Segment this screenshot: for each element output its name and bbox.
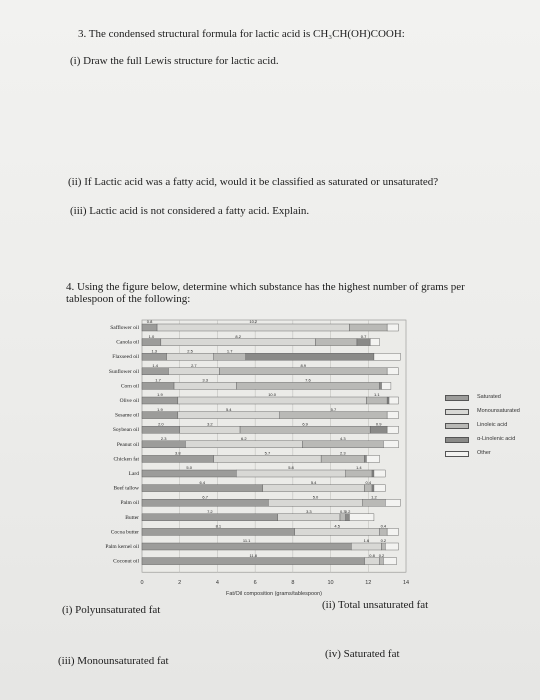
bar-value-label: 6.4 bbox=[199, 479, 206, 485]
bar-value-label: 7.6 bbox=[305, 377, 311, 383]
bar-segment bbox=[280, 412, 387, 419]
bar-segment bbox=[381, 543, 385, 550]
bar-segment bbox=[142, 339, 161, 346]
bar-segment bbox=[374, 470, 385, 477]
bar-segment bbox=[142, 528, 295, 535]
bar-segment bbox=[387, 426, 398, 433]
bar-value-label: 4.3 bbox=[340, 436, 346, 441]
bar-segment bbox=[372, 470, 374, 477]
bar-segment bbox=[380, 528, 388, 535]
bar-value-label: 6.2 bbox=[241, 436, 247, 441]
bar-segment bbox=[240, 426, 370, 433]
legend-item bbox=[445, 406, 540, 420]
bar-segment bbox=[180, 426, 240, 433]
bar-segment bbox=[268, 499, 362, 506]
bar-value-label: 10.2 bbox=[249, 319, 258, 325]
legend-swatch bbox=[445, 395, 469, 401]
bar-segment bbox=[178, 397, 367, 404]
bar-value-label: 1.9 bbox=[157, 392, 163, 398]
bar-value-label: 8.1 bbox=[215, 523, 222, 529]
category-label: Olive oil bbox=[119, 398, 139, 404]
bar-segment bbox=[142, 499, 268, 506]
bar-segment bbox=[351, 543, 381, 550]
bar-segment bbox=[349, 324, 387, 331]
bar-value-label: 1.4 bbox=[356, 465, 362, 471]
bar-segment bbox=[142, 412, 178, 419]
bar-segment bbox=[381, 382, 390, 389]
x-tick-label: 2 bbox=[178, 580, 182, 587]
bar-segment bbox=[185, 441, 302, 448]
category-label: Soybean oil bbox=[112, 427, 139, 434]
category-label: Flaxseed oil bbox=[112, 354, 139, 361]
bar-value-label: 6.7 bbox=[202, 494, 208, 500]
x-tick-label: 6 bbox=[253, 580, 257, 587]
bar-value-label: 10.0 bbox=[268, 392, 277, 398]
category-label: Cocoa butter bbox=[110, 529, 139, 536]
bar-value-label: 6.9 bbox=[302, 421, 308, 427]
bar-value-label: 2.7 bbox=[191, 363, 197, 368]
question-3-part-ii: (ii) If Lactic acid was a fatty acid, would it be classified as saturated or unsaturated? bbox=[68, 176, 439, 188]
bar-segment bbox=[363, 499, 386, 506]
bar-value-label: 1.9 bbox=[157, 406, 163, 412]
bar-segment bbox=[380, 382, 382, 389]
legend-label: Linoleic acid bbox=[477, 422, 508, 428]
bar-segment bbox=[372, 485, 374, 492]
bar-value-label: 5.8 bbox=[288, 465, 294, 471]
bar-segment bbox=[142, 514, 278, 521]
category-label: Beef tallow bbox=[113, 485, 139, 492]
legend-swatch bbox=[445, 423, 469, 429]
question-3-title: 3. The condensed structural formula for lactic acid is CH₃CH(OH)COOH: bbox=[78, 28, 405, 40]
bar-segment bbox=[383, 441, 398, 448]
x-tick-label: 8 bbox=[291, 580, 295, 587]
bar-segment bbox=[219, 368, 387, 375]
bar-value-label: 2.3 bbox=[160, 436, 167, 441]
bar-value-label: 3.8 bbox=[175, 450, 181, 456]
bar-value-label: 5.0 bbox=[312, 494, 319, 500]
bar-value-label: 0.2 bbox=[380, 538, 387, 544]
bar-segment bbox=[366, 397, 387, 404]
bar-segment bbox=[157, 324, 349, 331]
x-tick-label: 0 bbox=[140, 580, 144, 587]
bar-segment bbox=[346, 470, 372, 477]
bar-value-label: 1.7 bbox=[155, 377, 161, 383]
bar-segment bbox=[142, 353, 167, 360]
bar-value-label: 2.3 bbox=[340, 450, 346, 456]
bar-segment bbox=[214, 353, 246, 360]
bar-value-label: 11.8 bbox=[249, 552, 258, 558]
bar-segment bbox=[142, 455, 214, 462]
bar-value-label: 4.5 bbox=[334, 523, 340, 529]
bar-segment bbox=[263, 485, 365, 492]
bar-segment bbox=[387, 368, 398, 375]
bar-segment bbox=[142, 397, 178, 404]
category-label: Safflower oil bbox=[110, 325, 139, 331]
bar-segment bbox=[167, 353, 214, 360]
bar-segment bbox=[387, 324, 398, 331]
answer-prompt-polyunsaturated: (i) Polyunsaturated fat bbox=[62, 604, 161, 616]
category-label: Palm oil bbox=[120, 500, 139, 507]
legend-item bbox=[445, 448, 540, 462]
bar-value-label: 2.5 bbox=[187, 348, 193, 354]
category-label: Butter bbox=[125, 514, 139, 521]
bar-value-label: 1.6 bbox=[363, 538, 370, 544]
bar-value-label: 0.4 bbox=[365, 479, 372, 485]
bar-segment bbox=[374, 485, 385, 492]
bar-segment bbox=[315, 339, 356, 346]
bar-value-label: 0.8 bbox=[146, 319, 153, 325]
bar-segment bbox=[142, 485, 263, 492]
chart-legend bbox=[445, 392, 540, 462]
answer-prompt-total-unsaturated: (ii) Total unsaturated fat bbox=[322, 599, 429, 611]
bar-segment bbox=[370, 426, 387, 433]
bar-value-label: 5.4 bbox=[310, 479, 317, 485]
bar-value-label: 1.2 bbox=[371, 494, 377, 500]
bar-value-label: 3.3 bbox=[202, 377, 208, 383]
bar-value-label: 8.9 bbox=[300, 363, 307, 368]
bar-segment bbox=[142, 470, 236, 477]
category-label: Coconut oil bbox=[113, 558, 139, 565]
fat-composition-chart bbox=[60, 312, 540, 597]
bar-segment bbox=[357, 339, 370, 346]
bar-value-label: 7.2 bbox=[207, 509, 213, 514]
bar-segment bbox=[214, 455, 321, 462]
x-tick-label: 4 bbox=[215, 580, 219, 587]
bar-segment bbox=[385, 499, 400, 506]
category-label: Lard bbox=[128, 471, 139, 477]
question-4-prompt-line-2: tablespoon of the following: bbox=[66, 293, 191, 305]
category-label: Sunflower oil bbox=[108, 368, 139, 375]
bar-segment bbox=[389, 397, 398, 404]
legend-label: Saturated bbox=[477, 394, 501, 400]
question-3-part-iii: (iii) Lactic acid is not considered a fatty acid. Explain. bbox=[70, 205, 310, 217]
legend-item bbox=[445, 420, 540, 434]
bar-value-label: 5.7 bbox=[264, 450, 271, 456]
x-tick-label: 10 bbox=[327, 580, 334, 587]
x-axis-label: Fat/Oil composition (grams/tablespoon) bbox=[226, 591, 322, 597]
bar-segment bbox=[340, 514, 346, 521]
bar-value-label: 0.2 bbox=[344, 509, 351, 514]
bar-segment bbox=[168, 368, 219, 375]
category-label: Peanut oil bbox=[116, 441, 139, 448]
bar-segment bbox=[366, 455, 379, 462]
bar-segment bbox=[387, 397, 389, 404]
bar-segment bbox=[383, 558, 396, 565]
bar-value-label: 11.1 bbox=[242, 538, 251, 544]
bar-value-label: 0.2 bbox=[378, 552, 385, 558]
legend-item bbox=[445, 434, 540, 448]
category-label: Canola oil bbox=[116, 339, 139, 346]
bar-segment bbox=[236, 382, 379, 389]
legend-label: Other bbox=[477, 450, 491, 456]
bar-segment bbox=[246, 353, 374, 360]
bar-value-label: 3.2 bbox=[207, 421, 213, 427]
bar-segment bbox=[142, 426, 180, 433]
bar-segment bbox=[374, 353, 400, 360]
bar-value-label: 1.7 bbox=[226, 348, 233, 354]
bar-value-label: 0.4 bbox=[380, 523, 387, 529]
bar-value-label: 8.2 bbox=[235, 333, 241, 339]
bar-segment bbox=[295, 528, 380, 535]
bar-segment bbox=[321, 455, 364, 462]
bar-segment bbox=[387, 528, 398, 535]
bar-segment bbox=[349, 514, 374, 521]
bar-value-label: 5.7 bbox=[330, 406, 337, 412]
x-tick-label: 12 bbox=[365, 580, 372, 587]
bar-value-label: 1.4 bbox=[152, 363, 158, 368]
bar-segment bbox=[385, 543, 398, 550]
category-label: Palm kernel oil bbox=[105, 544, 139, 550]
bar-segment bbox=[142, 543, 351, 550]
legend-swatch bbox=[445, 409, 469, 415]
bar-value-label: 0.9 bbox=[375, 421, 382, 427]
bar-segment bbox=[174, 382, 236, 389]
bar-segment bbox=[142, 324, 157, 331]
bar-value-label: 1.0 bbox=[148, 333, 155, 339]
bar-segment bbox=[346, 514, 350, 521]
bar-segment bbox=[236, 470, 345, 477]
bar-value-label: 0.3 bbox=[340, 509, 346, 514]
bar-segment bbox=[365, 558, 380, 565]
bar-segment bbox=[278, 514, 340, 521]
bar-value-label: 3.3 bbox=[306, 509, 312, 514]
bar-segment bbox=[142, 441, 185, 448]
category-label: Corn oil bbox=[120, 383, 139, 390]
legend-swatch bbox=[445, 437, 469, 443]
bar-segment bbox=[302, 441, 383, 448]
answer-prompt-saturated: (iv) Saturated fat bbox=[325, 648, 400, 660]
category-label: Sesame oil bbox=[115, 412, 139, 419]
bar-value-label: 5.0 bbox=[186, 465, 192, 471]
question-3-part-i: (i) Draw the full Lewis structure for lactic acid. bbox=[70, 55, 279, 67]
category-label: Chicken fat bbox=[113, 456, 139, 463]
legend-swatch bbox=[445, 451, 469, 457]
bar-value-label: 0.8 bbox=[369, 552, 375, 558]
bar-segment bbox=[370, 339, 379, 346]
legend-label: Monounsaturated bbox=[477, 408, 520, 414]
bar-segment bbox=[142, 382, 174, 389]
bar-value-label: 2.0 bbox=[158, 421, 164, 427]
bar-value-label: 1.1 bbox=[373, 392, 380, 398]
bar-value-label: 1.3 bbox=[151, 348, 158, 354]
bar-value-label: 5.4 bbox=[225, 406, 232, 412]
bar-value-label: 0.7 bbox=[360, 333, 367, 339]
bar-segment bbox=[365, 455, 367, 462]
bar-segment bbox=[380, 558, 384, 565]
bar-segment bbox=[142, 368, 168, 375]
bar-segment bbox=[161, 339, 316, 346]
legend-item bbox=[445, 392, 540, 406]
bar-segment bbox=[142, 558, 365, 565]
answer-prompt-monounsaturated: (iii) Monounsaturated fat bbox=[58, 655, 169, 667]
question-4-prompt-line-1: 4. Using the figure below, determine which substance has the highest number of grams per bbox=[66, 281, 465, 293]
legend-label: α-Linolenic acid bbox=[477, 436, 516, 442]
bar-segment bbox=[365, 485, 373, 492]
bar-segment bbox=[387, 412, 398, 419]
bar-segment bbox=[178, 412, 280, 419]
chart-plot bbox=[60, 312, 440, 597]
x-tick-label: 14 bbox=[402, 580, 410, 587]
